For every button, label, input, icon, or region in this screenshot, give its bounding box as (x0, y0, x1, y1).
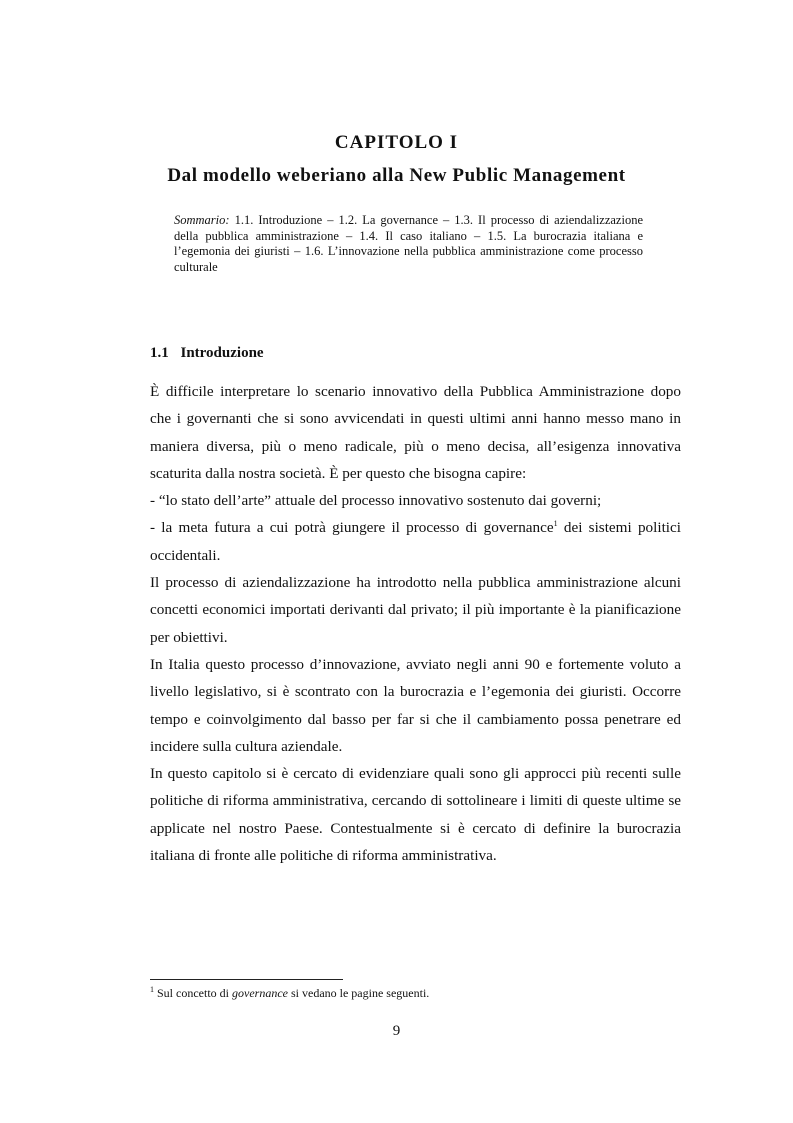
chapter-label: CAPITOLO I (334, 132, 459, 153)
paragraph: Il processo di aziendalizzazione ha introdotto nella pubblica amministrazione alcuni concetti economici importati derivanti dal privato; il più importante è la pianificazione per obiettivi. (150, 574, 681, 646)
section-heading (150, 345, 264, 362)
list-item-text: dei sistemi politici occidentali. (150, 519, 681, 564)
chapter-summary (174, 213, 643, 275)
paragraph: È difficile interpretare lo scenario innovativo della Pubblica Amministrazione dopo che i governanti che si sono avvicendati in questi ultimi anni hanno messo mano in maniera diversa, più o meno radicale, più o meno decisa, all’esigenza innovativa scaturita dalla nostra società. È per questo che bisogna capire: (150, 383, 681, 482)
section-title: Introduzione (180, 345, 264, 361)
chapter-title: Dal modello weberiano alla New Public Management (167, 165, 626, 186)
body-text (150, 378, 681, 869)
section-number: 1.1 (150, 345, 169, 361)
footnote-emphasis: governance (232, 986, 288, 1000)
page-number: 9 (392, 1023, 401, 1039)
footnote-reference[interactable]: 1 (553, 519, 558, 529)
paragraph: In Italia questo processo d’innovazione, avviato negli anni 90 e fortemente voluto a livello legislativo, si è scontrato con la burocrazia e l’egemonia dei giuristi. Occorre tempo e coinvolgimento dal basso per far si che il cambiamento possa penetrare ed incidere sulla cultura aziendale. (150, 655, 681, 755)
list-item (150, 514, 681, 569)
footnote-text: Sul concetto di (157, 986, 232, 1000)
list-item-text: - la meta futura a cui potrà giungere il processo di governance (150, 519, 554, 537)
list-item: - “lo stato dell’arte” attuale del processo innovativo sostenuto dai governi; (150, 492, 602, 510)
footnote-number: 1 (150, 985, 154, 994)
paragraph: In questo capitolo si è cercato di evidenziare quali sono gli approcci più recenti sulle politiche di riforma amministrativa, cercando di sottolineare i limiti di queste ultime se applicate nel nostro Paese. Contestualmente si è cercato di definire la burocrazia italiana di fronte alle politiche di riforma amministrativa. (150, 765, 681, 865)
summary-label: Sommario: (174, 213, 230, 227)
summary-text: 1.1. Introduzione – 1.2. La governance – 1.3. Il processo di aziendalizzazione della pubblica amministrazione – 1.4. Il caso italiano – 1.5. La burocrazia italiana e l’egemonia dei giuristi – 1.6. L’innovazione nella pubblica amministrazione come processo culturale (174, 213, 644, 274)
footnote-text: si vedano le pagine seguenti. (287, 986, 430, 1000)
footnote-divider (150, 979, 343, 980)
footnote (150, 986, 429, 1001)
